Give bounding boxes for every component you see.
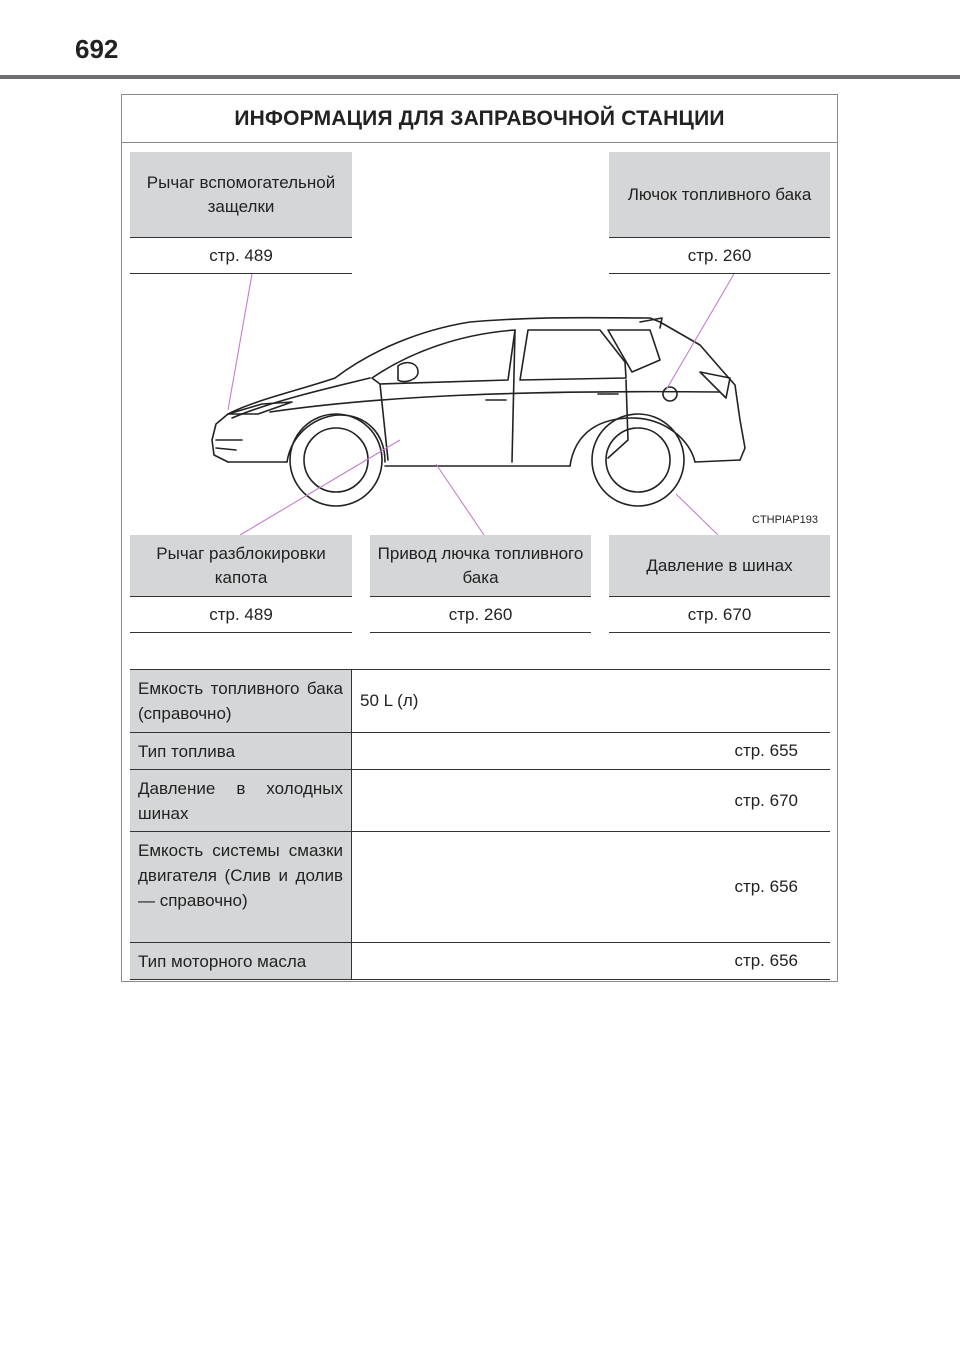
leader-fuel-door-opener bbox=[436, 464, 484, 535]
callout-hood-release-ref: стр. 489 bbox=[130, 597, 352, 633]
spec-label: Емкость системы смазки двигателя (Слив и долив — справочно) bbox=[130, 832, 352, 942]
callout-tire-pressure-label: Давление в шинах bbox=[609, 535, 830, 597]
spec-row-cold-tire-pressure bbox=[130, 770, 830, 832]
callout-fuel-door-opener-label: Привод лючка топливного бака bbox=[370, 535, 591, 597]
image-code: CTHPIAP193 bbox=[752, 514, 819, 526]
spec-label: Тип топлива bbox=[130, 733, 352, 769]
spec-value: стр. 656 bbox=[734, 951, 798, 970]
spec-row-fuel-capacity bbox=[130, 670, 830, 733]
page-number: 692 bbox=[75, 34, 119, 64]
callout-fuel-door-opener-ref: стр. 260 bbox=[370, 597, 591, 633]
leader-lines bbox=[228, 274, 734, 535]
spec-label: Емкость топливного бака (справочно) bbox=[130, 670, 352, 732]
callout-auxiliary-latch-label: Рычаг вспомогательной защелки bbox=[130, 152, 352, 238]
callout-fuel-door-ref: стр. 260 bbox=[609, 238, 830, 274]
leader-auxiliary-latch bbox=[228, 274, 252, 410]
callout-tire-pressure-ref: стр. 670 bbox=[609, 597, 830, 633]
spec-row-fuel-type bbox=[130, 733, 830, 770]
spec-value: стр. 670 bbox=[734, 790, 798, 810]
wheels bbox=[290, 414, 684, 506]
spec-label: Давление в холодных шинах bbox=[130, 770, 352, 831]
panel-title: ИНФОРМАЦИЯ ДЛЯ ЗАПРАВОЧНОЙ СТАНЦИИ bbox=[122, 95, 837, 143]
spec-value: стр. 656 bbox=[734, 877, 798, 896]
leader-tire-pressure bbox=[676, 494, 718, 535]
spec-value: стр. 655 bbox=[734, 741, 798, 760]
callout-fuel-door-label: Лючок топливного бака bbox=[609, 152, 830, 238]
spec-row-oil-capacity bbox=[130, 832, 830, 943]
spec-value: 50 L (л) bbox=[360, 691, 419, 710]
callout-hood-release-label: Рычаг разблокировки капота bbox=[130, 535, 352, 597]
callout-auxiliary-latch-ref: стр. 489 bbox=[130, 238, 352, 274]
spec-row-oil-type bbox=[130, 943, 830, 980]
leader-hood-release bbox=[240, 440, 400, 535]
spec-table bbox=[130, 669, 830, 980]
spec-label: Тип моторного масла bbox=[130, 943, 352, 979]
